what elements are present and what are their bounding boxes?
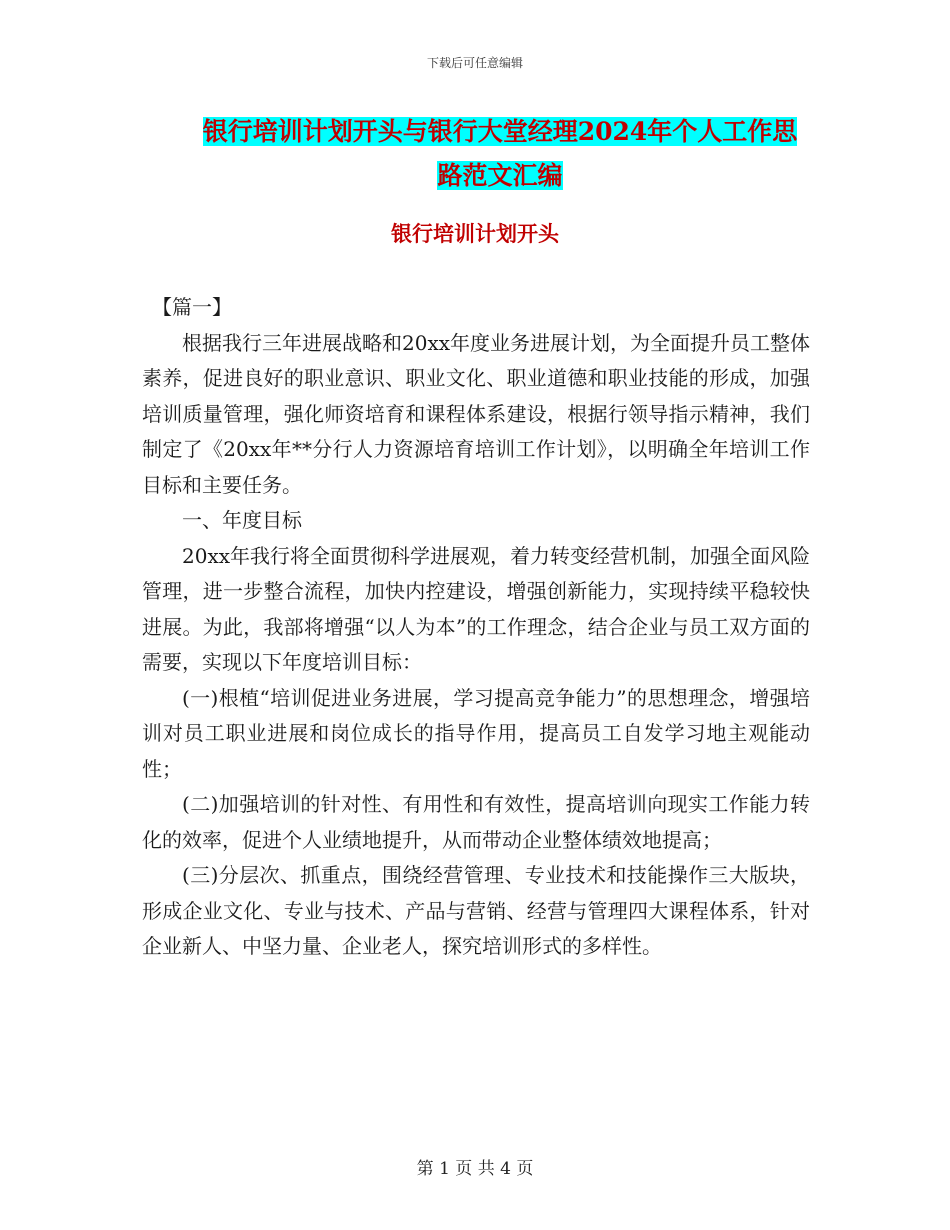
document-title-line-2: 路范文汇编: [437, 161, 563, 190]
page-number: 第 1 页 共 4 页: [416, 1159, 534, 1179]
section-title: 银行培训计划开头: [391, 221, 559, 246]
paragraph-goal-2: (二)加强培训的针对性、有用性和有效性，提高培训向现实工作能力转化的效率，促进个人业绩地提升，从而带动企业整体绩效地提高；: [142, 792, 810, 852]
heading-annual-goals: 一、年度目标: [182, 508, 302, 532]
document-body: [142, 290, 810, 965]
paragraph-goals-intro: 20xx年我行将全面贯彻科学进展观，着力转变经营机制，加强全面风险管理，进一步整合流程，加快内控建设，增强创新能力，实现持续平稳较快进展。为此，我部将增强“以人为本”的工作理念，结合企业与员工双方面的需要，实现以下年度培训目标：: [142, 543, 811, 674]
document-title: [140, 110, 860, 198]
paragraph-goal-1: (一)根植“培训促进业务进展，学习提高竞争能力”的思想理念，增强培训对员工职业进展和岗位成长的指导作用，提高员工自发学习地主观能动性；: [142, 685, 810, 781]
paragraph-goal-3: (三)分层次、抓重点，围绕经营管理、专业技术和技能操作三大版块，形成企业文化、专业与技术、产品与营销、经营与管理四大课程体系，针对企业新人、中坚力量、企业老人，探究培训形式的多样性。: [142, 863, 810, 958]
document-title-line-1: 银行培训计划开头与银行大堂经理2024年个人工作思: [202, 117, 798, 146]
header-note: 下载后可任意编辑: [426, 56, 523, 70]
part-label: 【篇一】: [152, 295, 232, 319]
paragraph-intro: 根据我行三年进展战略和20xx年度业务进展计划，为全面提升员工整体素养，促进良好的职业意识、职业文化、职业道德和职业技能的形成，加强培训质量管理，强化师资培育和课程体系建设，根据行领导指示精神，我们制定了《20xx年**分行人力资源培育培训工作计划》，以明确全年培训工作目标和主要任务。: [142, 330, 811, 497]
